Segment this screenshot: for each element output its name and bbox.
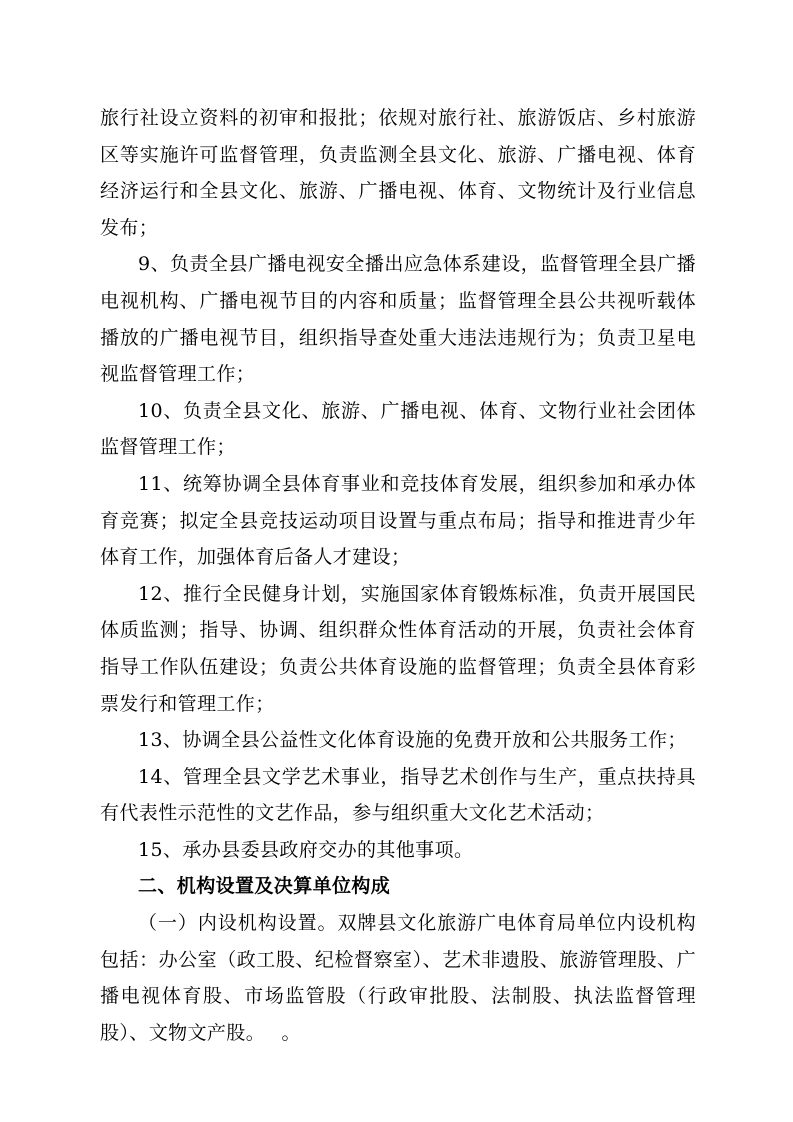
section-heading: 二、机构设置及决算单位构成 (138, 875, 391, 898)
paragraph-item-10: 10、负责全县文化、旅游、广播电视、体育、文物行业社会团体监督管理工作； (100, 399, 696, 459)
document-body (100, 100, 696, 1051)
paragraph-item-14: 14、管理全县文学艺术事业，指导艺术创作与生产，重点扶持具有代表性示范性的文艺作品，参与组织重大文化艺术活动； (100, 765, 696, 825)
section-paragraph-internal-structure: （一）内设机构设置。双牌县文化旅游广电体育局单位内设机构包括：办公室（政工股、纪检督察室）、艺术非遗股、旅游管理股、广播电视体育股、市场监管股（行政审批股、法制股、执法监督管理股）、文物文产股。 。 (100, 912, 696, 1044)
paragraph-item-15: 15、承办县委县政府交办的其他事项。 (138, 838, 474, 861)
paragraph-item-12: 12、推行全民健身计划，实施国家体育锻炼标准，负责开展国民体质监测；指导、协调、组织群众性体育活动的开展，负责社会体育指导工作队伍建设；负责公共体育设施的监督管理；负责全县体育彩票发行和管理工作； (100, 582, 696, 715)
paragraph-item-11: 11、统筹协调全县体育事业和竞技体育发展，组织参加和承办体育竞赛；拟定全县竞技运动项目设置与重点布局；指导和推进青少年体育工作，加强体育后备人才建设； (100, 472, 696, 569)
paragraph-item-13: 13、协调全县公益性文化体育设施的免费开放和公共服务工作； (138, 729, 687, 752)
paragraph-continuation: 旅行社设立资料的初审和报批；依规对旅行社、旅游饭店、乡村旅游区等实施许可监督管理，负责监测全县文化、旅游、广播电视、体育经济运行和全县文化、旅游、广播电视、体育、文物统计及行业信息发布； (100, 107, 696, 239)
paragraph-item-9: 9、负责全县广播电视安全播出应急体系建设，监督管理全县广播电视机构、广播电视节目的内容和质量；监督管理全县公共视听载体播放的广播电视节目，组织指导查处重大违法违规行为；负责卫星电视监督管理工作； (100, 253, 696, 386)
